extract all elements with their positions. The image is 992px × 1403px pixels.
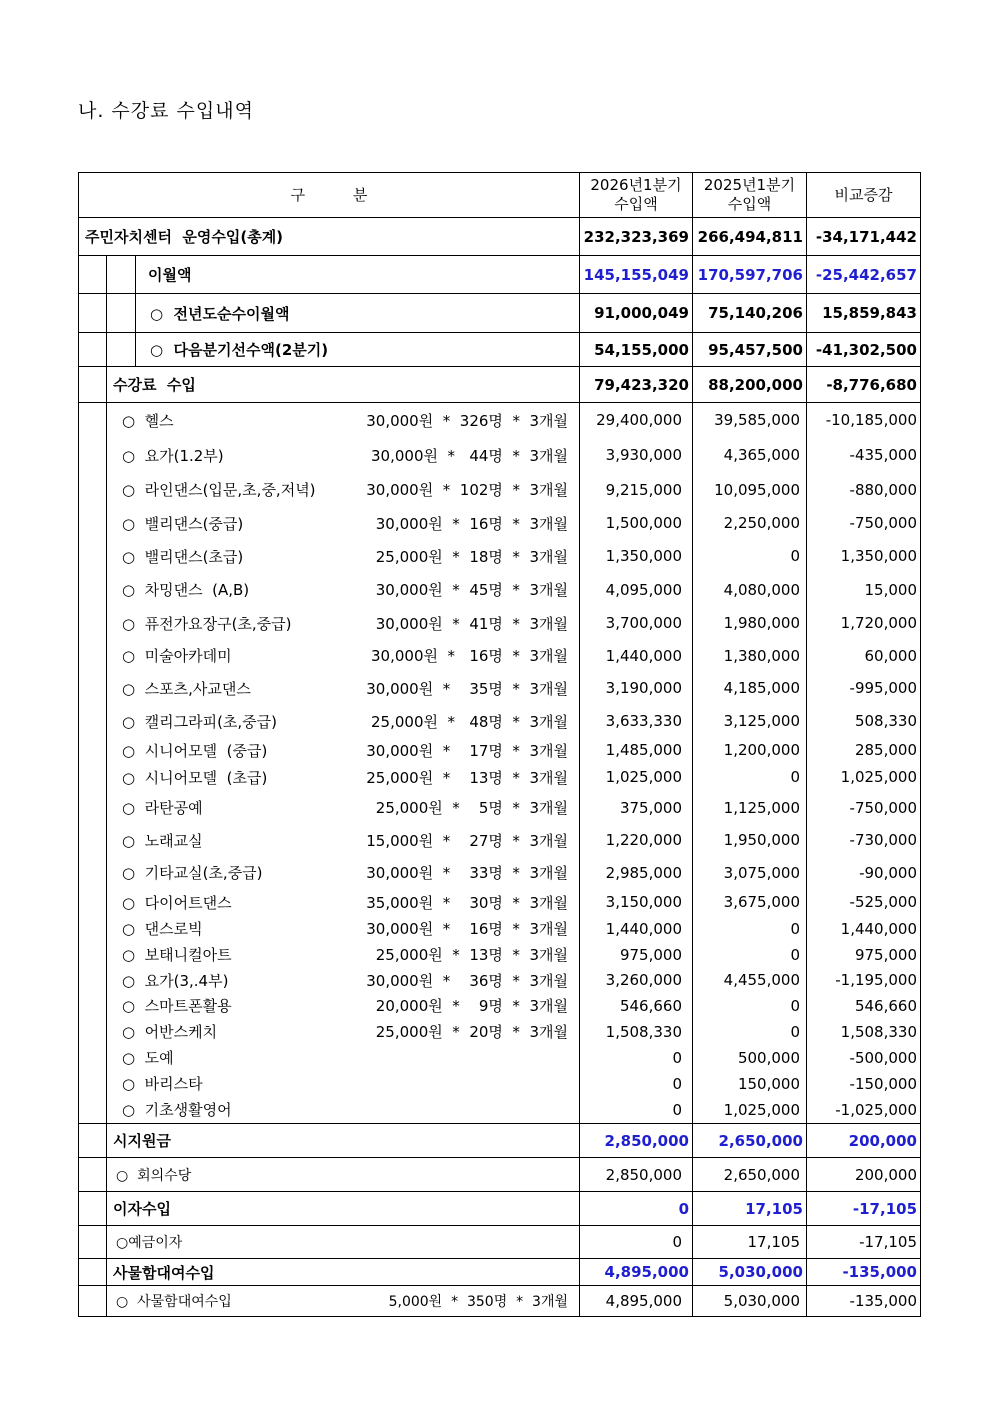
tuition-row [79,367,921,403]
interest-2026: 0 [580,1192,693,1226]
tuition-item-2025: 1,980,000 [693,607,807,640]
header-2025 [693,173,807,218]
tuition-item-row [79,993,921,1019]
tuition-item [107,640,580,672]
tuition-item-2025: 4,365,000 [693,438,807,473]
header-2026 [580,173,693,218]
tuition-item-formula: 25,000원 * 18명 * 3개월 [375,547,568,566]
tuition-item-2025: 3,125,000 [693,705,807,738]
tuition-item-2025: 1,125,000 [693,792,807,824]
locker-label: 사물함대여수입 [107,1259,580,1286]
tuition-item-formula: 30,000원 * 16명 * 3개월 [371,647,568,665]
tuition-item-row [79,763,921,792]
tuition-item [107,942,580,968]
tuition-item-formula: 30,000원 * 326명 * 3개월 [366,411,568,430]
tuition-item-row [79,705,921,738]
subsidy-item-row [79,1158,921,1192]
tuition-item-2026: 3,700,000 [580,607,693,640]
tuition-item-2025: 2,250,000 [693,507,807,540]
tuition-item-row [79,640,921,672]
tuition-item-row [79,607,921,640]
interest-item-2025: 17,105 [693,1226,807,1259]
tuition-item-formula: 25,000원 * 48명 * 3개월 [371,712,568,731]
tuition-item-formula: 30,000원 * 102명 * 3개월 [366,481,568,499]
tuition-item-row [79,824,921,857]
tuition-item-2025: 3,075,000 [693,857,807,889]
tuition-item-diff: 1,440,000 [807,916,921,942]
tuition-item [107,857,580,889]
tuition-item [107,824,580,857]
tuition-item-2025: 0 [693,763,807,792]
tuition-item-name: ○ 요가(3,.4부) [122,971,229,990]
tuition-item-2026: 0 [580,1097,693,1124]
tuition-item [107,1045,580,1071]
subsidy-diff: 200,000 [807,1124,921,1158]
tuition-item-formula: 30,000원 * 17명 * 3개월 [366,741,568,760]
tuition-item-diff: -525,000 [807,889,921,916]
tuition-item-2026: 1,440,000 [580,916,693,942]
tuition-item-2025: 0 [693,993,807,1019]
tuition-item-2026: 29,400,000 [580,403,693,438]
tuition-item-row [79,507,921,540]
tuition-item-2025: 500,000 [693,1045,807,1071]
tuition-item-diff: -500,000 [807,1045,921,1071]
tuition-diff: -8,776,680 [807,367,921,403]
header-2026-line2: 수입액 [614,195,658,213]
tuition-item [107,573,580,607]
header-row [79,173,921,218]
tuition-item-2025: 0 [693,540,807,573]
tuition-item-formula: 25,000원 * 13명 * 3개월 [366,768,568,787]
tuition-item-name: ○ 기초생활영어 [122,1101,232,1120]
tuition-item [107,705,580,738]
interest-item-label [107,1226,580,1259]
tuition-item-diff: 15,000 [807,573,921,607]
tuition-item-2025: 1,200,000 [693,738,807,763]
tuition-item-2026: 3,150,000 [580,889,693,916]
interest-label: 이자수입 [107,1192,580,1226]
tuition-item-2026: 4,095,000 [580,573,693,607]
tuition-item-name: ○ 캘리그라피(초,중급) [122,712,278,731]
tuition-item-name: ○ 기타교실(초,중급) [122,864,263,882]
carryover-diff: -25,442,657 [807,256,921,294]
tuition-item [107,540,580,573]
carry-prev-row [79,294,921,333]
tuition-item [107,1097,580,1124]
carry-prev-diff: 15,859,843 [807,294,921,333]
tuition-item-row [79,942,921,968]
header-2025-line1: 2025년1분기 [703,176,796,195]
tuition-item [107,993,580,1019]
tuition-item-2025: 0 [693,1019,807,1045]
tuition-item-2025: 0 [693,942,807,968]
header-2025-line2: 수입액 [727,195,772,213]
tuition-item-diff: 1,350,000 [807,540,921,573]
carry-prev-label: ○ 전년도순수이월액 [136,294,580,333]
tuition-item-2026: 1,440,000 [580,640,693,672]
total-row [79,218,921,256]
tuition-item-row [79,573,921,607]
tuition-item-name: ○ 라탄공예 [122,799,203,817]
tuition-item [107,507,580,540]
tuition-item-diff: -880,000 [807,473,921,507]
tuition-item-formula: 25,000원 * 5명 * 3개월 [375,799,568,817]
tuition-item-2026: 1,350,000 [580,540,693,573]
tuition-item-diff: -750,000 [807,792,921,824]
total-2026: 232,323,369 [580,218,693,256]
tuition-item-2026: 3,633,330 [580,705,693,738]
tuition-item [107,403,580,438]
tuition-item [107,968,580,993]
total-label: 주민자치센터 운영수입(총계) [79,218,580,256]
tuition-item-name: ○ 시니어모델 (초급) [122,768,268,787]
carryover-row [79,256,921,294]
tuition-item-2026: 1,025,000 [580,763,693,792]
tuition-item-2026: 1,485,000 [580,738,693,763]
tuition-item-2025: 4,080,000 [693,573,807,607]
tuition-item-2025: 150,000 [693,1071,807,1097]
tuition-item-diff: 1,720,000 [807,607,921,640]
tuition-item-formula: 20,000원 * 9명 * 3개월 [375,997,568,1015]
tuition-item-name: ○ 차밍댄스 (A,B) [122,581,250,599]
section-heading: 나. 수강료 수입내역 [78,100,254,122]
tuition-item-formula: 35,000원 * 30명 * 3개월 [366,893,568,912]
tuition-item-formula: 30,000원 * 35명 * 3개월 [366,679,568,698]
tuition-item-2026: 9,215,000 [580,473,693,507]
tuition-item-diff: 546,660 [807,993,921,1019]
tuition-item [107,889,580,916]
tuition-item-diff: -750,000 [807,507,921,540]
tuition-item-formula: 30,000원 * 36명 * 3개월 [366,971,568,990]
tuition-item-name: ○ 스마트폰활용 [122,997,232,1015]
interest-2025: 17,105 [693,1192,807,1226]
tuition-item-diff: 975,000 [807,942,921,968]
tuition-item-diff: -150,000 [807,1071,921,1097]
tuition-item-row [79,672,921,705]
tuition-item-row [79,1071,921,1097]
tuition-item [107,1071,580,1097]
tuition-item-row [79,540,921,573]
tuition-item-diff: -730,000 [807,824,921,857]
tuition-item-formula: 25,000원 * 13명 * 3개월 [375,946,568,964]
tuition-item-name: ○ 도예 [122,1049,174,1067]
header-diff: 비교증감 [807,173,921,218]
tuition-item-2026: 0 [580,1045,693,1071]
tuition-2026: 79,423,320 [580,367,693,403]
tuition-item-formula: 30,000원 * 33명 * 3개월 [366,864,568,882]
interest-diff: -17,105 [807,1192,921,1226]
interest-item-name: ○예금이자 [116,1235,183,1251]
tuition-item-row [79,1045,921,1071]
carry-next-row [79,333,921,367]
locker-item-name: ○ 사물함대여수입 [116,1294,232,1310]
tuition-item-row [79,1097,921,1124]
tuition-item-diff: 1,025,000 [807,763,921,792]
subsidy-2026: 2,850,000 [580,1124,693,1158]
tuition-item-name: ○ 다이어트댄스 [122,893,232,912]
tuition-item-diff: -1,195,000 [807,968,921,993]
tuition-item-formula: 30,000원 * 44명 * 3개월 [371,446,568,465]
tuition-item-2025: 3,675,000 [693,889,807,916]
tuition-item-2026: 1,220,000 [580,824,693,857]
tuition-label: 수강료 수입 [107,367,580,403]
tuition-item [107,738,580,763]
subsidy-item-2025: 2,650,000 [693,1158,807,1192]
tuition-item-2026: 2,985,000 [580,857,693,889]
carryover-2026: 145,155,049 [580,256,693,294]
tuition-item-row [79,916,921,942]
tuition-item-2026: 546,660 [580,993,693,1019]
tuition-item-name: ○ 스포츠,사교댄스 [122,679,251,698]
tuition-item-row [79,738,921,763]
tuition-item [107,438,580,473]
tuition-item-row [79,857,921,889]
tuition-item-name: ○ 밸리댄스(중급) [122,514,244,533]
income-table [78,172,921,1317]
tuition-item-diff: -1,025,000 [807,1097,921,1124]
tuition-item-name: ○ 시니어모델 (중급) [122,741,268,760]
tuition-item-2025: 4,455,000 [693,968,807,993]
locker-item-2025: 5,030,000 [693,1286,807,1317]
tuition-item-diff: 508,330 [807,705,921,738]
tuition-item-name: ○ 노래교실 [122,831,203,850]
tuition-item-row [79,403,921,438]
tuition-item-row [79,968,921,993]
carry-next-2026: 54,155,000 [580,333,693,367]
carry-prev-2026: 91,000,049 [580,294,693,333]
tuition-item-2025: 1,025,000 [693,1097,807,1124]
header-category: 구 분 [79,173,580,218]
interest-row [79,1192,921,1226]
tuition-item-2025: 0 [693,916,807,942]
tuition-item-row [79,889,921,916]
locker-item-row [79,1286,921,1317]
subsidy-item-2026: 2,850,000 [580,1158,693,1192]
subsidy-row [79,1124,921,1158]
subsidy-item-diff: 200,000 [807,1158,921,1192]
tuition-item-2026: 3,260,000 [580,968,693,993]
carry-next-label: ○ 다음분기선수액(2분기) [136,333,580,367]
tuition-item [107,1019,580,1045]
tuition-item-2026: 375,000 [580,792,693,824]
tuition-item [107,763,580,792]
tuition-item-2026: 0 [580,1071,693,1097]
subsidy-2025: 2,650,000 [693,1124,807,1158]
carry-next-diff: -41,302,500 [807,333,921,367]
header-2026-line1: 2026년1분기 [590,176,682,195]
tuition-item-name: ○ 라인댄스(입문,초,중,저녁) [122,481,316,499]
tuition-2025: 88,200,000 [693,367,807,403]
tuition-item-diff: 285,000 [807,738,921,763]
locker-item-diff: -135,000 [807,1286,921,1317]
subsidy-item-name: ○ 회의수당 [116,1167,192,1184]
subsidy-label: 시지원금 [107,1124,580,1158]
tuition-item-2025: 1,950,000 [693,824,807,857]
tuition-item-2026: 3,930,000 [580,438,693,473]
tuition-item-name: ○ 밸리댄스(초급) [122,547,244,566]
tuition-item-diff: -90,000 [807,857,921,889]
carry-next-2025: 95,457,500 [693,333,807,367]
tuition-item-diff: 1,508,330 [807,1019,921,1045]
carryover-label: 이월액 [136,256,580,294]
tuition-item-name: ○ 바리스타 [122,1075,203,1093]
subsidy-item-label [107,1158,580,1192]
tuition-item-2025: 10,095,000 [693,473,807,507]
tuition-item-diff: 60,000 [807,640,921,672]
tuition-item-name: ○ 댄스로빅 [122,920,203,938]
tuition-item [107,607,580,640]
tuition-item-name: ○ 미술아카데미 [122,647,232,665]
tuition-item-name: ○ 보태니컬아트 [122,946,232,964]
locker-2026: 4,895,000 [580,1259,693,1286]
tuition-item [107,672,580,705]
tuition-item-name: ○ 퓨전가요장구(초,중급) [122,614,292,633]
carryover-2025: 170,597,706 [693,256,807,294]
interest-item-row [79,1226,921,1259]
tuition-item-formula: 30,000원 * 16명 * 3개월 [366,920,568,938]
interest-item-2026: 0 [580,1226,693,1259]
tuition-item-formula: 15,000원 * 27명 * 3개월 [366,831,568,850]
locker-diff: -135,000 [807,1259,921,1286]
total-diff: -34,171,442 [807,218,921,256]
tuition-item-row [79,438,921,473]
tuition-item-2025: 39,585,000 [693,403,807,438]
tuition-item-2026: 975,000 [580,942,693,968]
tuition-item-2026: 3,190,000 [580,672,693,705]
tuition-item-row [79,473,921,507]
tuition-item-name: ○ 어반스케치 [122,1023,218,1041]
tuition-item-diff: -10,185,000 [807,403,921,438]
tuition-item-2025: 4,185,000 [693,672,807,705]
locker-item-2026: 4,895,000 [580,1286,693,1317]
tuition-item [107,473,580,507]
carry-prev-2025: 75,140,206 [693,294,807,333]
interest-item-diff: -17,105 [807,1226,921,1259]
tuition-item-formula: 30,000원 * 41명 * 3개월 [375,614,568,633]
locker-item-label [107,1286,580,1317]
tuition-item-row [79,1019,921,1045]
tuition-item-2026: 1,500,000 [580,507,693,540]
tuition-item-formula: 25,000원 * 20명 * 3개월 [375,1023,568,1041]
tuition-item [107,916,580,942]
tuition-item-2026: 1,508,330 [580,1019,693,1045]
tuition-item-formula: 30,000원 * 45명 * 3개월 [375,581,568,599]
tuition-item-row [79,792,921,824]
tuition-item-name: ○ 요가(1.2부) [122,446,224,465]
locker-item-formula: 5,000원 * 350명 * 3개월 [388,1294,568,1310]
tuition-item-formula: 30,000원 * 16명 * 3개월 [375,514,568,533]
tuition-item-diff: -995,000 [807,672,921,705]
total-2025: 266,494,811 [693,218,807,256]
tuition-item-2025: 1,380,000 [693,640,807,672]
tuition-item [107,792,580,824]
tuition-item-name: ○ 헬스 [122,411,174,430]
tuition-item-diff: -435,000 [807,438,921,473]
locker-2025: 5,030,000 [693,1259,807,1286]
locker-row [79,1259,921,1286]
